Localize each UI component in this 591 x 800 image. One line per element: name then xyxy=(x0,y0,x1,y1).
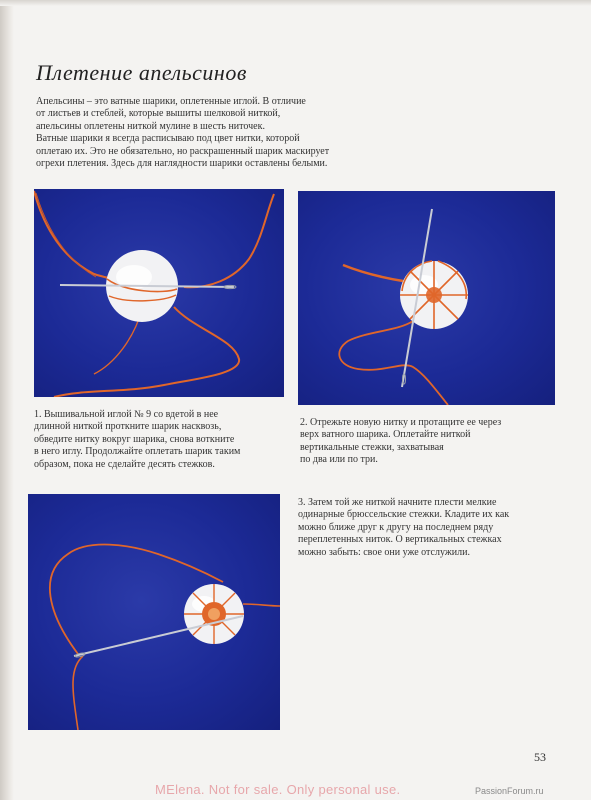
caption-line: 2. Отрежьте новую нитку и протащите ее через xyxy=(300,417,502,428)
step-1-caption xyxy=(34,409,286,471)
step-2-photo xyxy=(298,191,555,405)
source-mark: PassionForum.ru xyxy=(475,786,544,796)
caption-line: одинарные брюссельские стежки. Кладите их как xyxy=(298,509,510,521)
caption-line: по два или по три. xyxy=(300,454,378,466)
caption-line: образом, пока не сделайте десять стежков. xyxy=(34,458,215,470)
intro-line: огрехи плетения. Здесь для наглядности шарики оставлены белыми. xyxy=(36,158,328,170)
watermark-text: MElena. Not for sale. Only personal use. xyxy=(155,782,401,797)
intro-line: Ватные шарики я всегда расписываю под цвет нитки, которой xyxy=(36,133,300,145)
intro-line: Апельсины – это ватные шарики, оплетенные иглой. В отличие xyxy=(36,96,306,107)
caption-line: в него иглу. Продолжайте оплетать шарик таким xyxy=(34,446,241,458)
intro-line: апельсины оплетены ниткой мулине в шесть ниточек. xyxy=(36,120,265,132)
intro-line: оплетаю их. Это не обязательно, но раскрашенный шарик маскирует xyxy=(36,145,330,157)
caption-line: обведите нитку вокруг шарика, снова воткните xyxy=(34,433,235,445)
caption-line: 1. Вышивальной иглой № 9 со вдетой в нее xyxy=(34,409,219,420)
caption-line: можно ближе друг к другу на последнем ряду xyxy=(298,521,494,533)
page-top-edge xyxy=(0,0,591,6)
caption-line: вертикальные стежки, захватывая xyxy=(300,441,444,453)
caption-line: переплетенных ниток. О вертикальных стежках xyxy=(298,534,502,546)
caption-line: длинной ниткой проткните шарик насквозь, xyxy=(34,421,222,433)
page-title: Плетение апельсинов xyxy=(36,60,247,85)
step-3-photo xyxy=(28,494,280,730)
step-2-caption xyxy=(300,417,550,467)
intro-paragraph xyxy=(36,96,396,170)
caption-line: можно забыть: свое они уже отслужили. xyxy=(298,546,470,558)
step-3-caption xyxy=(298,497,554,559)
page-number: 53 xyxy=(534,750,546,764)
intro-line: от листьев и стеблей, которые вышиты шелковой ниткой, xyxy=(36,108,281,120)
book-spine-shadow xyxy=(0,0,14,800)
caption-line: верх ватного шарика. Оплетайте ниткой xyxy=(300,429,471,441)
step-1-photo xyxy=(34,189,284,397)
caption-line: 3. Затем той же ниткой начните плести мелкие xyxy=(298,497,497,508)
